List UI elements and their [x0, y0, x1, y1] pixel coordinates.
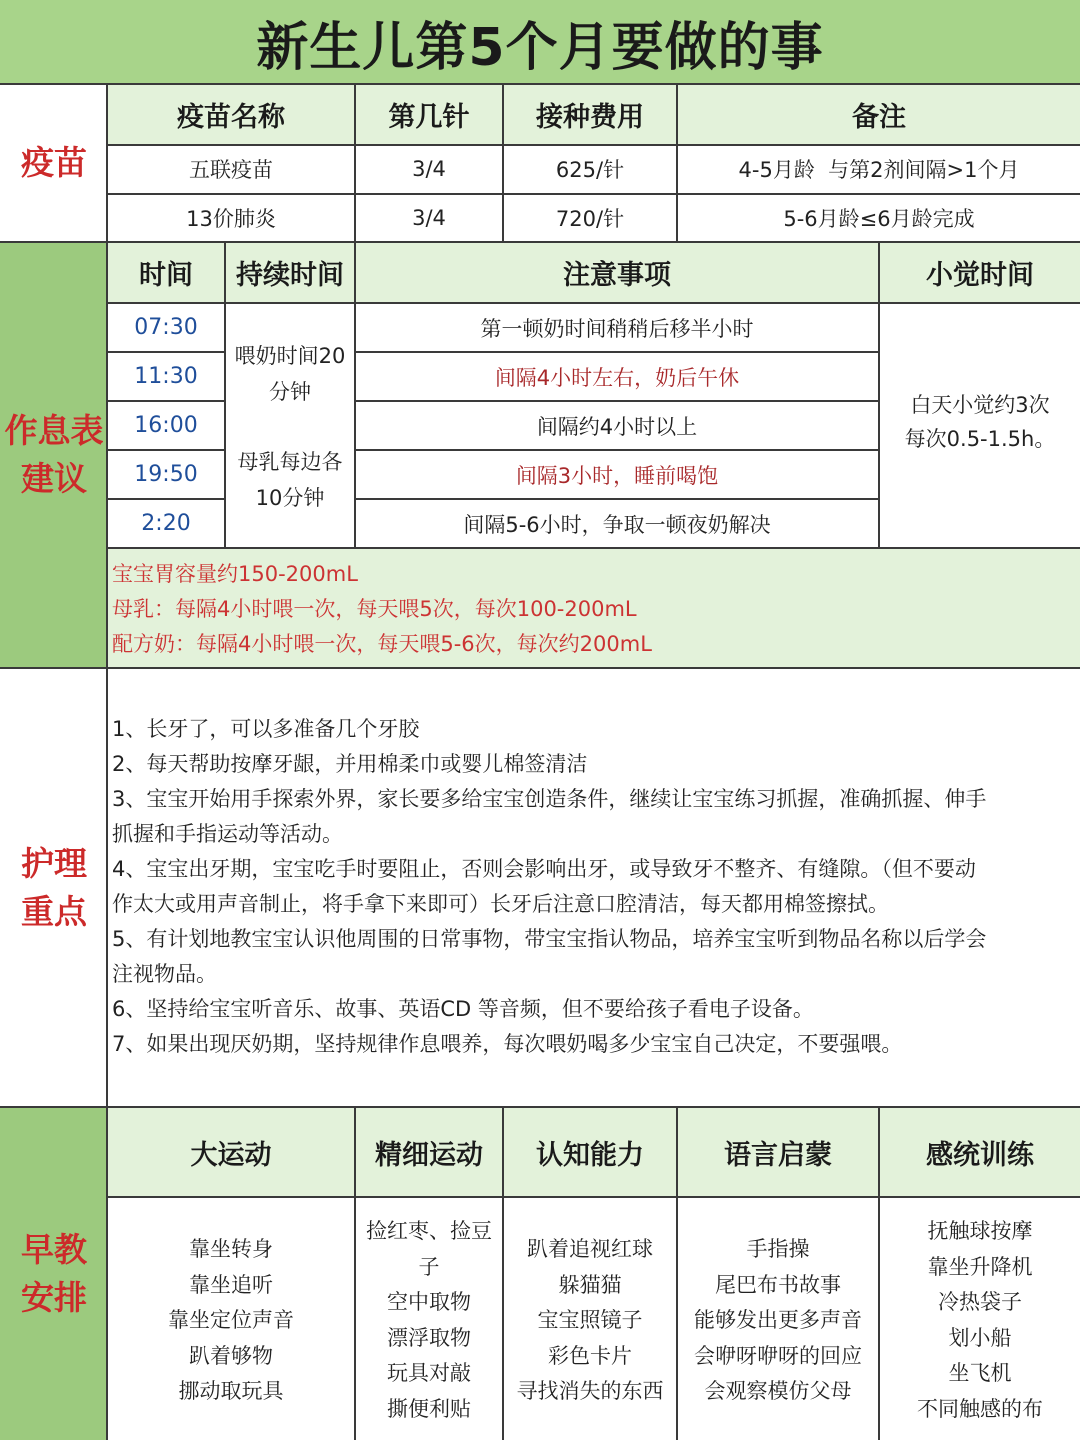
edu-item: 靠坐追听: [189, 1272, 273, 1297]
schedule-header-notes: 注意事项: [563, 259, 671, 291]
schedule-time-2: 11:30: [134, 364, 198, 389]
schedule-note-1: 第一顿奶时间稍稍后移半小时: [480, 316, 754, 341]
schedule-header-duration: 持续时间: [236, 259, 344, 291]
edu-item: 抚触球按摩: [927, 1219, 1033, 1243]
edu-item: 尾巴布书故事: [715, 1272, 841, 1297]
divider: [108, 547, 1080, 549]
divider: [108, 449, 224, 451]
divider: [676, 1107, 678, 1440]
divider: [502, 1107, 504, 1440]
care-line-6: 作太大或用声音制止，将手拿下来即可）长牙后注意口腔清洁，每天都用棉签擦拭。: [112, 892, 889, 916]
nap-line1: 白天小觉约3次: [910, 393, 1050, 417]
edu-item: 挪动取玩具: [178, 1379, 284, 1403]
education-section-label: [0, 1107, 108, 1440]
divider: [108, 302, 1080, 304]
education-col-fine-motor: [356, 1214, 502, 1427]
care-line-9: 6、坚持给宝宝听音乐、故事、英语CD 等音频，但不要给孩子看电子设备。: [112, 997, 814, 1021]
divider: [0, 667, 1080, 669]
vaccine-row1-dose: 3/4: [412, 157, 446, 181]
schedule-header-nap: 小觉时间: [926, 259, 1034, 291]
schedule-time-3: 16:00: [134, 413, 198, 438]
schedule-nap: [880, 304, 1080, 548]
duration-breast-line2: 10分钟: [255, 486, 325, 510]
edu-item: 宝宝照镜子: [537, 1308, 643, 1332]
care-line-1: 1、长牙了，可以多准备几个牙胶: [112, 717, 420, 741]
care-line-7: 5、有计划地教宝宝认识他周围的日常事物，带宝宝指认物品，培养宝宝听到物品名称以后学会: [112, 927, 987, 951]
edu-item: 能够发出更多声音: [694, 1308, 862, 1332]
education-header-cognition: 认知能力: [536, 1139, 644, 1171]
duration-feed-line2: 分钟: [269, 380, 311, 404]
divider: [108, 498, 224, 500]
footer-stomach: 宝宝胃容量约150-200mL: [112, 562, 358, 586]
vaccine-header-dose: 第几针: [388, 102, 470, 133]
edu-item: 手指操: [746, 1237, 810, 1261]
schedule-note-2: 间隔4小时左右，奶后午休: [494, 365, 740, 390]
divider: [356, 498, 878, 500]
education-col-language: [678, 1232, 878, 1410]
edu-item: 靠坐转身: [189, 1237, 273, 1261]
care-line-5: 4、宝宝出牙期，宝宝吃手时要阻止，否则会影响出牙，或导致牙不整齐、有缝隙。（但不要动: [112, 857, 976, 881]
vaccine-row1-note: 4-5月龄 与第2剂间隔>1个月: [738, 158, 1020, 182]
edu-item: 躲猫猫: [558, 1272, 622, 1297]
edu-item: 彩色卡片: [548, 1343, 632, 1368]
edu-item: 捡红枣、捡豆: [366, 1219, 492, 1243]
edu-item: 空中取物: [387, 1290, 471, 1314]
vaccine-header-name: 疫苗名称: [177, 102, 285, 133]
care-line-2: 2、每天帮助按摩牙龈，并用棉柔巾或婴儿棉签清洁: [112, 752, 588, 776]
education-header-sensory: 感统训练: [926, 1139, 1034, 1171]
schedule-note-3: 间隔约4小时以上: [536, 414, 698, 439]
edu-item: 划小船: [948, 1325, 1012, 1350]
divider: [354, 84, 356, 242]
education-label-line2: 安排: [21, 1277, 87, 1317]
edu-item: 趴着追视红球: [527, 1237, 653, 1261]
divider: [108, 351, 224, 353]
divider: [676, 84, 678, 242]
divider: [108, 144, 1080, 146]
education-label-line1: 早教: [21, 1229, 87, 1269]
edu-item: 会观察模仿父母: [704, 1379, 852, 1403]
edu-item: 会咿呀咿呀的回应: [694, 1343, 862, 1368]
edu-item: 撕便利贴: [387, 1396, 471, 1421]
schedule-time-5: 2:20: [141, 511, 191, 536]
divider: [878, 1107, 880, 1440]
divider: [878, 242, 880, 548]
edu-item: 趴着够物: [189, 1343, 273, 1368]
education-header-gross-motor: 大运动: [190, 1139, 272, 1171]
divider: [356, 400, 878, 402]
vaccine-row1-name: 五联疫苗: [189, 158, 273, 182]
care-label-line2: 重点: [21, 891, 87, 931]
education-col-sensory: [880, 1214, 1080, 1427]
care-content: [112, 712, 1078, 1062]
schedule-duration: [226, 304, 354, 548]
divider: [502, 84, 504, 242]
care-line-8: 注视物品。: [112, 962, 217, 986]
edu-item: 冷热袋子: [938, 1290, 1022, 1314]
care-line-4: 抓握和手指运动等活动。: [112, 822, 343, 846]
schedule-time-1: 07:30: [134, 315, 198, 340]
schedule-label-line1: 作息表: [4, 411, 104, 450]
edu-item: 寻找消失的东西: [516, 1379, 664, 1403]
schedule-label-line2: 建议: [21, 459, 87, 498]
duration-feed-line1: 喂奶时间20: [234, 344, 346, 368]
education-col-gross-motor: [108, 1232, 354, 1410]
edu-item: 靠坐升降机: [927, 1254, 1033, 1279]
care-line-10: 7、如果出现厌奶期，坚持规律作息喂养，每次喂奶喝多少宝宝自己决定，不要强喂。: [112, 1032, 903, 1056]
schedule-note-5: 间隔5-6小时，争取一顿夜奶解决: [463, 512, 771, 537]
divider: [108, 1196, 1080, 1198]
footer-formula: 配方奶：每隔4小时喂一次，每天喂5-6次，每次约200mL: [112, 632, 652, 656]
edu-item: 不同触感的布: [917, 1396, 1043, 1421]
divider: [224, 242, 226, 548]
care-section-label: [0, 668, 108, 1107]
vaccine-header-fee: 接种费用: [536, 102, 644, 133]
schedule-section-label: [0, 242, 108, 668]
care-line-3: 3、宝宝开始用手探索外界，家长要多给宝宝创造条件，继续让宝宝练习抓握，准确抓握、伸手: [112, 787, 987, 811]
vaccine-row1-fee: 625/针: [555, 158, 625, 182]
divider: [354, 242, 356, 548]
page-title: 新生儿第5个月要做的事: [0, 0, 1080, 84]
schedule-header-time: 时间: [139, 259, 193, 291]
edu-item: 漂浮取物: [387, 1325, 471, 1350]
vaccine-row2-dose: 3/4: [412, 206, 446, 230]
duration-breast-line1: 母乳每边各: [237, 450, 343, 474]
divider: [108, 400, 224, 402]
education-header-fine-motor: 精细运动: [375, 1139, 483, 1171]
education-header-language: 语言启蒙: [724, 1139, 832, 1171]
divider: [354, 1107, 356, 1440]
edu-item: 玩具对敲: [387, 1361, 471, 1385]
divider: [356, 449, 878, 451]
divider: [0, 83, 1080, 85]
divider: [106, 84, 108, 1440]
nap-line2: 每次0.5-1.5h。: [904, 427, 1056, 451]
vaccine-header-note: 备注: [852, 102, 906, 133]
schedule-footer-notes: [112, 557, 1072, 662]
vaccine-row2-note: 5-6月龄≤6月龄完成: [783, 207, 975, 231]
edu-item: 靠坐定位声音: [168, 1308, 294, 1332]
vaccine-section-label: 疫苗: [0, 84, 108, 242]
schedule-time-4: 19:50: [134, 462, 198, 487]
edu-item: 坐飞机: [948, 1361, 1012, 1385]
vaccine-row2-fee: 720/针: [555, 207, 625, 231]
schedule-note-4: 间隔3小时，睡前喝饱: [515, 463, 719, 488]
footer-breastmilk: 母乳：每隔4小时喂一次，每天喂5次，每次100-200mL: [112, 597, 637, 621]
education-col-cognition: [504, 1232, 676, 1410]
edu-item: 子: [418, 1254, 440, 1279]
care-label-line1: 护理: [21, 843, 87, 883]
divider: [0, 241, 1080, 243]
divider: [0, 1106, 1080, 1108]
divider: [108, 193, 1080, 195]
divider: [356, 351, 878, 353]
vaccine-row2-name: 13价肺炎: [186, 207, 276, 231]
